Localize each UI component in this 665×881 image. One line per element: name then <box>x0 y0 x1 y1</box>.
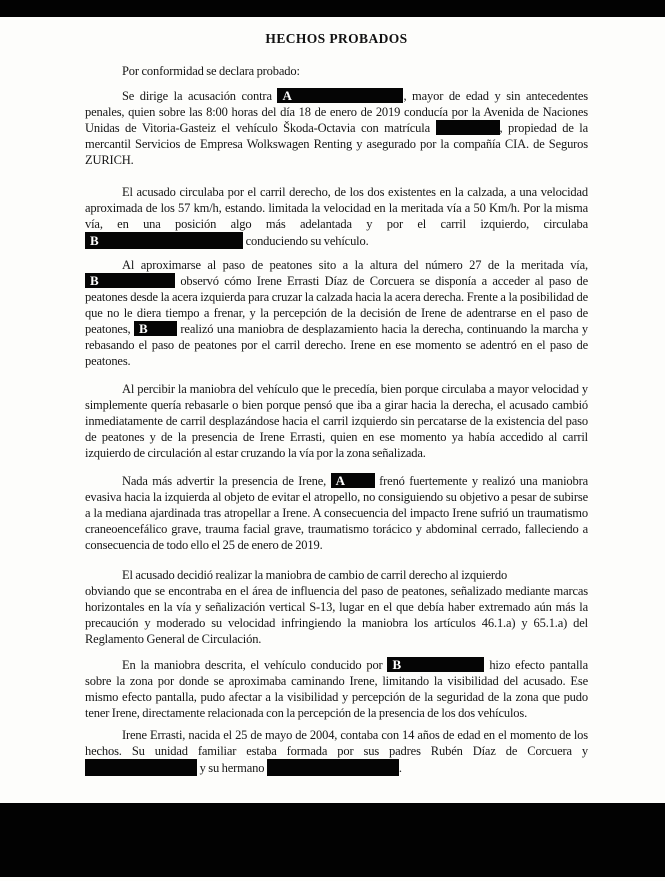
paragraph-text: Irene Errasti, nacida el 25 de mayo de 2004, contaba con 14 años de edad en el momento de los hechos. Su unidad familiar estaba formada por sus padres Rubén Díaz de Corcuera y <box>85 728 588 758</box>
paragraph-accusation <box>85 88 588 168</box>
redaction-box-license-plate <box>436 120 500 135</box>
paragraph-text: El acusado decidió realizar la maniobra de cambio de carril derecho al izquierdo <box>122 568 508 582</box>
intro-line: Por conformidad se declara probado: <box>122 64 300 78</box>
top-redaction-bar <box>0 0 665 17</box>
paragraph-text: y su hermano <box>197 761 267 775</box>
document-title: HECHOS PROBADOS <box>265 31 408 46</box>
paragraph-text: Al percibir la maniobra del vehículo que le precedía, bien porque circulaba a mayor velocidad y simplemente quería rebasarle o bien porque pensó que iba a girar hacia la derecha, el acusado cambió inmediatamente de carril desplazándose hacia el carril izquierdo sin percatarse de la existencia del paso de peatones y de la presencia de Irene Errasti, quien en ese momento ya había accedido al carril izquierdo de circulación al estar cruzando la vía por la zona señalizada. <box>85 382 588 460</box>
paragraph-text: Se dirige la acusación contra <box>122 89 278 103</box>
paragraph-text: Nada más advertir la presencia de Irene, <box>122 474 331 488</box>
redaction-box-accused-a <box>331 473 375 488</box>
paragraph-screen-effect <box>85 657 588 721</box>
redaction-label-b: B <box>138 321 148 336</box>
paragraph-text: Al aproximarse al paso de peatones sito a la altura del número 27 de la meritada vía, <box>122 258 588 272</box>
paragraph-text: observó cómo Irene Errasti Díaz de Corcuera se disponía a acceder al paso de peatones desde la acera izquierda para cruzar la calzada hacia la acera derecha. Frente a la posibilidad de que no le diera tiempo a frenar, y la percepción de la decisión de Irene de adentrarse en el paso de peatones, <box>85 274 588 336</box>
paragraph-text: conduciendo su vehículo. <box>243 234 369 248</box>
paragraph-text: , propiedad de la mercantil Servicios de Empresa Wolkswagen Renting y asegurado por la compañía CIA. de Seguros ZURICH. <box>85 121 588 167</box>
paragraph-crosswalk <box>85 257 588 369</box>
paragraph-text: obviando que se encontraba en el área de influencia del paso de peatones, señalizado mediante marcas horizontales en la vía y señalización vertical S-13, lugar en el que debía haber extremado aún más la precaución y moderado su velocidad infringiendo la maniobra los artículos 46.1.a) y 65.1.a) del Reglamento General de Circulación. <box>85 584 588 646</box>
paragraph-text: . <box>398 761 402 775</box>
redaction-box-driver-b <box>85 232 243 249</box>
paragraph-text: realizó una maniobra de desplazamiento hacia la derecha, continuando la marcha y rebasando el paso de peatones por el carril derecho. Irene en ese momento se adentró en el paso de peatones. <box>85 322 589 368</box>
redaction-label-b: B <box>392 657 401 672</box>
paragraph-regulations <box>85 567 588 647</box>
paragraph-text: En la maniobra descrita, el vehículo conducido por <box>122 658 388 672</box>
paragraph-text: , mayor de edad y sin antecedentes penales, quien sobre las 8:00 horas del día 18 de enero de 2019 conducía por la Avenida de Naciones Unidas de Vitoria-Gasteiz el vehículo Škoda-Octavia con matrícula <box>85 89 588 135</box>
redaction-box-driver-b <box>134 321 177 336</box>
redaction-label-b: B <box>90 233 99 248</box>
document-content <box>85 17 588 776</box>
paragraph-victim-family <box>85 727 588 776</box>
redaction-box-driver-b <box>387 657 484 672</box>
redaction-label-a: A <box>335 473 345 488</box>
paragraph-text: El acusado circulaba por el carril derecho, de los dos existentes en la calzada, a una velocidad aproximada de los 57 km/h, estando. limitada la velocidad en la meritada vía a 50 Km/h. Por la misma vía, en una posición algo más adelantada y por el carril izquierdo, circulaba <box>85 185 588 231</box>
paragraph-speed <box>85 184 588 249</box>
paragraph-text: frenó fuertemente y realizó una maniobra evasiva hacia la izquierda al objeto de evitar el atropello, no consiguiendo su objetivo a pesar de subirse a la mediana ajardinada tras atropellar a Irene. A consecuencia del impacto Irene sufrió un traumatismo craneoencefálico grave, trauma facial grave, traumatismo torácico y abdominal cerrado, falleciendo a consecuencia de todo ello el 25 de enero de 2019. <box>85 474 589 552</box>
bottom-redaction-bar <box>0 803 665 877</box>
paragraph-text: hizo efecto pantalla sobre la zona por donde se aproximaba caminando Irene, limitando la visibilidad del acusado. Ese mismo efecto pantalla, pudo afectar a la visibilidad y percepción de la seguridad de la zona que pudo tener Irene, directamente relacionada con la percepción de la presencia de los dos vehículos. <box>85 658 588 720</box>
redaction-box-mother-name <box>85 759 197 776</box>
redaction-box-accused-a <box>277 88 403 103</box>
redaction-box-driver-b <box>85 273 175 288</box>
redaction-label-b: B <box>90 273 99 288</box>
redaction-label-a: A <box>282 88 292 103</box>
paragraph-lane-change <box>85 381 588 461</box>
redaction-box-brother-name <box>267 759 399 776</box>
paragraph-impact <box>85 473 588 553</box>
